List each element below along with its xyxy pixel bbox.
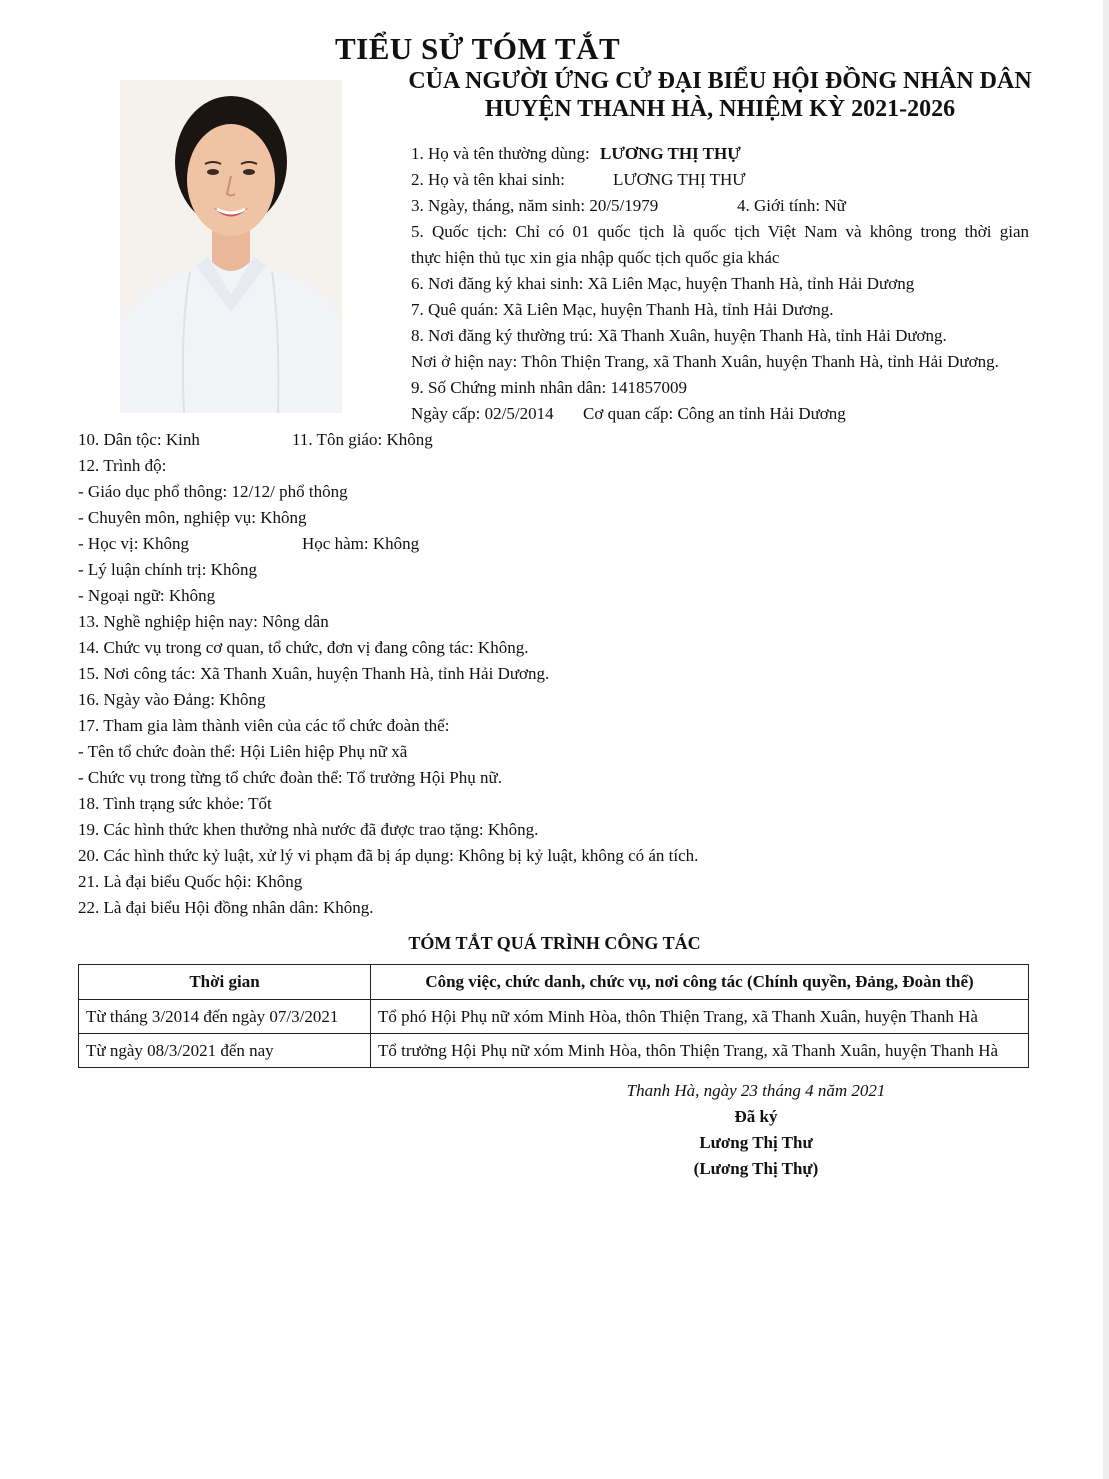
birth-name-label: 2. Họ và tên khai sinh: (411, 170, 565, 189)
info-organization-name: - Tên tổ chức đoàn thể: Hội Liên hiệp Phụ nữ xã (78, 742, 408, 761)
info-party-join-date: 16. Ngày vào Đảng: Không (78, 690, 266, 709)
info-dob: 3. Ngày, tháng, năm sinh: 20/5/1979 (411, 196, 659, 215)
document-title: TIỂU SỬ TÓM TẮT (335, 31, 621, 66)
info-position: 14. Chức vụ trong cơ quan, tổ chức, đơn vị đang công tác: Không. (78, 638, 529, 657)
info-political-theory: - Lý luận chính trị: Không (78, 560, 257, 579)
signature-name: Lương Thị Thư (699, 1133, 813, 1152)
info-nationality: 5. Quốc tịch: Chỉ có 01 quốc tịch là quốc tịch Việt Nam và không trong thời gian (411, 222, 1029, 241)
row-time: Từ tháng 3/2014 đến ngày 07/3/2021 (79, 1000, 371, 1034)
info-birth-name (411, 169, 565, 191)
info-occupation: 13. Nghề nghiệp hiện nay: Nông dân (78, 612, 329, 631)
column-header-job: Công việc, chức danh, chức vụ, nơi công tác (Chính quyền, Đảng, Đoàn thể) (371, 965, 1029, 1000)
info-id-issuer: Cơ quan cấp: Công an tỉnh Hải Dương (583, 404, 846, 423)
table-header-row (79, 965, 1029, 1000)
info-discipline: 20. Các hình thức kỷ luật, xử lý vi phạm đã bị áp dụng: Không bị kỷ luật, không có án tích. (78, 846, 699, 865)
page-edge (1103, 0, 1109, 1479)
info-gender: 4. Giới tính: Nữ (737, 196, 846, 215)
common-name-value: LƯƠNG THỊ THỰ (600, 144, 741, 163)
info-id-issue-date: Ngày cấp: 02/5/2014 (411, 404, 554, 423)
signature-place-date: Thanh Hà, ngày 23 tháng 4 năm 2021 (626, 1081, 886, 1100)
row-time: Từ ngày 08/3/2021 đến nay (79, 1034, 371, 1068)
info-peoples-council: 22. Là đại biểu Hội đồng nhân dân: Không. (78, 898, 374, 917)
column-header-time: Thời gian (79, 965, 371, 1000)
birth-name-value: LƯƠNG THỊ THƯ (613, 170, 746, 189)
info-national-assembly: 21. Là đại biểu Quốc hội: Không (78, 872, 303, 891)
signature-signed: Đã ký (734, 1107, 778, 1126)
row-job: Tổ phó Hội Phụ nữ xóm Minh Hòa, thôn Thiện Trang, xã Thanh Xuân, huyện Thanh Hà (371, 1000, 1029, 1034)
info-religion: 11. Tôn giáo: Không (292, 430, 433, 449)
work-history-table (78, 964, 1029, 1068)
info-academic-title: Học hàm: Không (302, 534, 420, 553)
info-degree: - Học vị: Không (78, 534, 189, 553)
info-health: 18. Tình trạng sức khỏe: Tốt (78, 794, 272, 813)
info-nationality-cont: thực hiện thủ tục xin gia nhập quốc tịch quốc gia khác (411, 248, 780, 267)
info-ethnicity: 10. Dân tộc: Kinh (78, 430, 200, 449)
portrait-photo (120, 80, 342, 413)
info-awards: 19. Các hình thức khen thưởng nhà nước đã được trao tặng: Không. (78, 820, 539, 839)
signature-alias: (Lương Thị Thự) (693, 1159, 819, 1178)
info-common-name (411, 143, 741, 165)
info-workplace: 15. Nơi công tác: Xã Thanh Xuân, huyện Thanh Hà, tỉnh Hải Dương. (78, 664, 550, 683)
table-row (79, 1034, 1029, 1068)
info-id-number: 9. Số Chứng minh nhân dân: 141857009 (411, 378, 688, 397)
info-hometown: 7. Quê quán: Xã Liên Mạc, huyện Thanh Hà, tỉnh Hải Dương. (411, 300, 834, 319)
document-subtitle-2: HUYỆN THANH HÀ, NHIỆM KỲ 2021-2026 (484, 96, 956, 122)
info-foreign-language: - Ngoại ngữ: Không (78, 586, 216, 605)
info-organization-role: - Chức vụ trong từng tổ chức đoàn thể: Tổ trưởng Hội Phụ nữ. (78, 768, 502, 787)
info-birth-registration: 6. Nơi đăng ký khai sinh: Xã Liên Mạc, huyện Thanh Hà, tỉnh Hải Dương (411, 274, 915, 293)
info-current-residence: Nơi ở hiện nay: Thôn Thiện Trang, xã Thanh Xuân, huyện Thanh Hà, tỉnh Hải Dương. (411, 352, 999, 371)
document-subtitle-1: CỦA NGƯỜI ỨNG CỬ ĐẠI BIỂU HỘI ĐỒNG NHÂN DÂN (408, 68, 1032, 94)
info-general-education: - Giáo dục phổ thông: 12/12/ phổ thông (78, 482, 348, 501)
info-permanent-residence: 8. Nơi đăng ký thường trú: Xã Thanh Xuân, huyện Thanh Hà, tỉnh Hải Dương. (411, 326, 947, 345)
common-name-label: 1. Họ và tên thường dùng: (411, 144, 590, 163)
row-job: Tổ trưởng Hội Phụ nữ xóm Minh Hòa, thôn Thiện Trang, xã Thanh Xuân, huyện Thanh Hà (371, 1034, 1029, 1068)
info-organizations-heading: 17. Tham gia làm thành viên của các tổ chức đoàn thể: (78, 716, 450, 735)
table-row (79, 1000, 1029, 1034)
info-education-heading: 12. Trình độ: (78, 456, 167, 475)
work-history-title: TÓM TẮT QUÁ TRÌNH CÔNG TÁC (408, 933, 701, 953)
info-specialty: - Chuyên môn, nghiệp vụ: Không (78, 508, 307, 527)
